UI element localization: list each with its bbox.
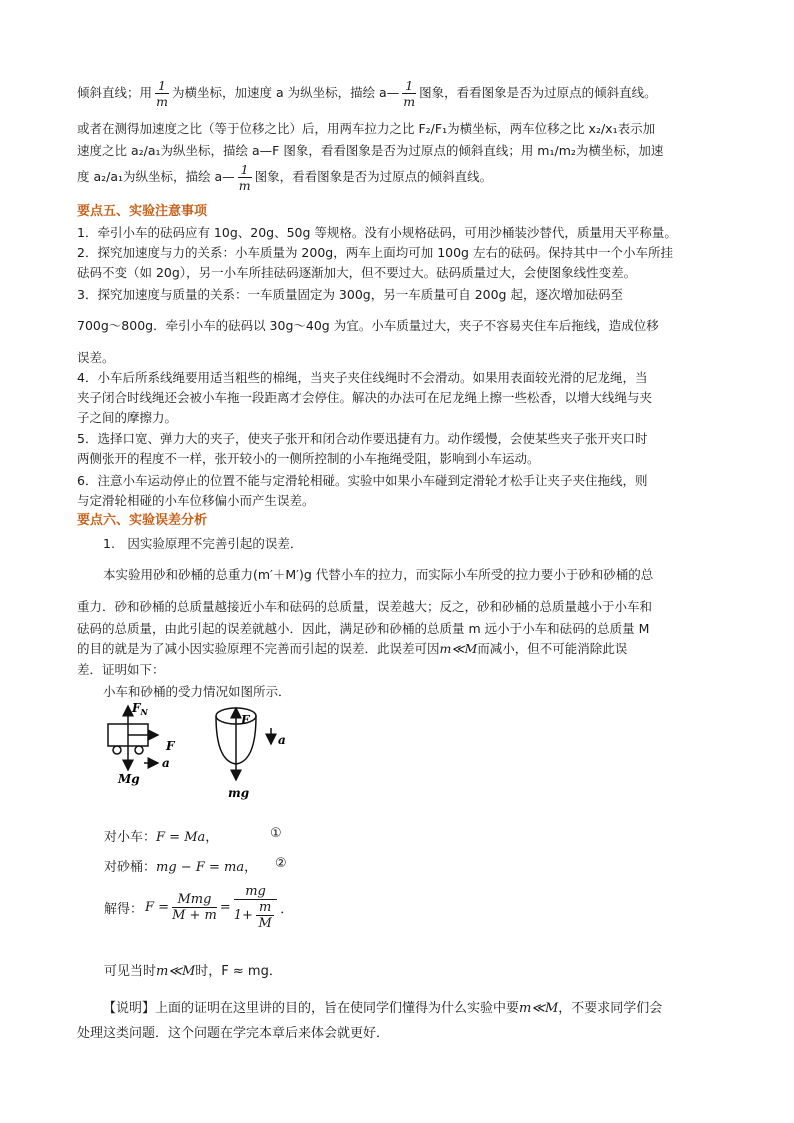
fraction-numerator: 1 (402, 78, 416, 94)
note-6-line-2: 与定滑轮相碰的小车位移偏小而产生误差。 (77, 493, 315, 508)
fraction-mg-over (234, 884, 278, 931)
conclusion-line (104, 960, 282, 979)
note-4-line-3: 子之间的摩擦力。 (77, 410, 178, 425)
note-5-line-2: 两侧张开的程度不一样，张开较小的一侧所控制的小车拖绳受阻，影响到小车运动。 (77, 451, 540, 466)
cart-figure (108, 701, 176, 786)
label-a-cart: a (162, 756, 170, 770)
note-2-line-2: 砝码不变（如 20g），另一小车所挂砝码逐渐加大，但不要过大。砝码质量过大，会使图象线性变差。 (77, 265, 637, 280)
intro-text: 图象，看看图象是否为过原点的倾斜直线。 (419, 85, 657, 100)
text: 可见当时 (104, 964, 157, 979)
intro-line-1 (77, 78, 657, 109)
section-5-heading: 要点五、实验注意事项 (77, 204, 208, 219)
equation-2 (104, 856, 257, 875)
intro-line-4 (77, 162, 492, 193)
fraction-denominator: m (403, 94, 416, 109)
math-inline: m≪M (156, 964, 196, 979)
equation-lhs: F = (145, 900, 170, 915)
note-2-line-1: 2．探究加速度与力的关系：小车质量为 200g，两车上面均可加 100g 左右的砝码。保持其中一个小车所挂 (77, 245, 673, 260)
fraction-denominator: M + m (172, 908, 217, 923)
fraction-denominator: m (238, 178, 251, 193)
force-intro: 小车和砂桶的受力情况如图所示． (103, 684, 291, 699)
fraction-numerator: 1 (155, 78, 169, 94)
equals-sign: = (219, 900, 231, 915)
text: 时，F ≈ mg． (195, 964, 282, 979)
cart-wheel (135, 746, 143, 754)
note-4-line-2: 夹子闭合时线绳还会被小车拖一段距离才会停住。解决的办法可在尼龙绳上擦一些松香，以增大线绳与夹 (77, 390, 653, 405)
equation-3 (104, 884, 293, 931)
math-inline: m≪M (519, 1001, 559, 1016)
fraction-1-over-m (402, 78, 416, 109)
note-3-line-2: 700g～800g．牵引小车的砝码以 30g～40g 为宜。小车质量过大，夹子不容易夹住车后拖线，造成位移 (77, 318, 659, 333)
denominator-prefix: 1+ (233, 908, 253, 923)
error-para-line-5: 差．证明如下： (77, 662, 165, 677)
cart-wheel (113, 746, 121, 754)
note-3-line-3: 误差。 (77, 350, 115, 365)
intro-line-3: 速度之比 a₂/a₁为纵坐标，描绘 a—F 图象，看看图象是否为过原点的倾斜直线；用 m₁/m₂为横坐标，加速 (77, 143, 664, 158)
error-para-line-2: 重力．砂和砂桶的总质量越接近小车和砝码的总质量，误差越大；反之，砂和砂桶的总质量越小于小车和 (77, 599, 653, 614)
equation-math: F = Ma (156, 830, 206, 845)
error-para-line-4 (77, 640, 627, 658)
note-3-line-1: 3．探究加速度与质量的关系：一车质量固定为 300g，另一车质量可自 200g 起，逐次增加砝码至 (77, 287, 623, 302)
note-6-line-1: 6．注意小车运动停止的位置不能与定滑轮相碰。实验中如果小车碰到定滑轮才松手让夹子夹住拖线，则 (77, 473, 648, 488)
equation-tail: ． (280, 902, 294, 917)
note-1: 1．牵引小车的砝码应有 10g、20g、50g 等规格。没有小规格砝码，可用沙桶装沙替代，质量用天平称量。 (77, 225, 677, 240)
label-mg-bucket: mg (228, 786, 250, 800)
fraction-1-over-m (155, 78, 169, 109)
explanation-line-1 (103, 1000, 662, 1018)
equation-tail: ， (244, 860, 258, 875)
nested-fraction (256, 900, 274, 931)
force-diagram (96, 700, 316, 805)
label-a-bucket: a (278, 733, 286, 747)
intro-line-2: 或者在测得加速度之比（等于位移之比）后，用两车拉力之比 F₂/F₁为横坐标，两车位移之比 x₂/x₁表示加 (77, 121, 656, 136)
equation-1 (104, 826, 218, 845)
text: 而减小，但不可能消除此误 (477, 641, 628, 656)
equation-math: mg − F = ma (156, 860, 245, 875)
fraction-numerator: mg (234, 884, 278, 900)
error-para-line-3: 砝码的总质量，由此引起的误差就越小．因此，满足砂和砂桶的总质量 m 远小于小车和砝码的总质量 M (77, 621, 650, 636)
equation-number-2: ② (275, 856, 287, 871)
fraction-numerator: m (256, 900, 274, 916)
fraction-1-over-m (238, 162, 252, 193)
note-4-line-1: 4．小车后所系线绳要用适当粗些的棉绳，当夹子夹住线绳时不会滑动。如果用表面较光滑的尼龙绳，当 (77, 370, 648, 385)
fraction-mmg (172, 892, 217, 923)
fraction-numerator: Mmg (172, 892, 217, 908)
text: 【说明】上面的证明在这里讲的目的，旨在使同学们懂得为什么实验中要 (103, 1001, 520, 1016)
intro-text: 度 a₂/a₁为纵坐标，描绘 a— (77, 169, 235, 184)
fraction-numerator: 1 (238, 162, 252, 178)
section-6-heading: 要点六、实验误差分析 (77, 513, 208, 528)
note-5-line-1: 5．选择口宽、弹力大的夹子，使夹子张开和闭合动作要迅捷有力。动作缓慢，会使某些夹子张开夹口时 (77, 431, 648, 446)
explanation-line-2: 处理这类问题．这个问题在学完本章后来体会就更好． (77, 1026, 390, 1041)
equation-label: 对砂桶： (104, 860, 157, 875)
intro-text: 图象，看看图象是否为过原点的倾斜直线。 (254, 169, 493, 184)
label-mg-cart: Mg (118, 772, 140, 786)
fraction-denominator (234, 900, 278, 931)
text: ，不要求同学们会 (558, 1001, 663, 1016)
label-f: F (166, 739, 175, 753)
equation-number-1: ① (270, 826, 282, 841)
intro-text: 倾斜直线；用 (77, 85, 153, 100)
equation-tail: ， (205, 830, 219, 845)
fraction-denominator: m (156, 94, 168, 109)
fraction-denominator: M (258, 916, 272, 931)
intro-text: 为横坐标，加速度 a 为纵坐标，描绘 a— (171, 85, 400, 100)
text: 的目的就是为了减小因实验原理不完善而引起的误差．此误差可因 (77, 641, 440, 656)
equation-label: 对小车： (104, 830, 157, 845)
error-item-1: 1. 因实验原理不完善引起的误差． (103, 536, 303, 551)
label-f-bucket: F (241, 713, 250, 727)
math-inline: m≪M (439, 641, 478, 656)
error-para-line-1: 本实验用砂和砂桶的总重力(m′＋M′)g 代替小车的拉力，而实际小车所受的拉力要小于砂和砂桶的总 (103, 567, 654, 582)
equation-label: 解得： (104, 902, 144, 917)
bucket-figure (216, 708, 286, 800)
label-fn: $F_N$ (132, 701, 148, 717)
